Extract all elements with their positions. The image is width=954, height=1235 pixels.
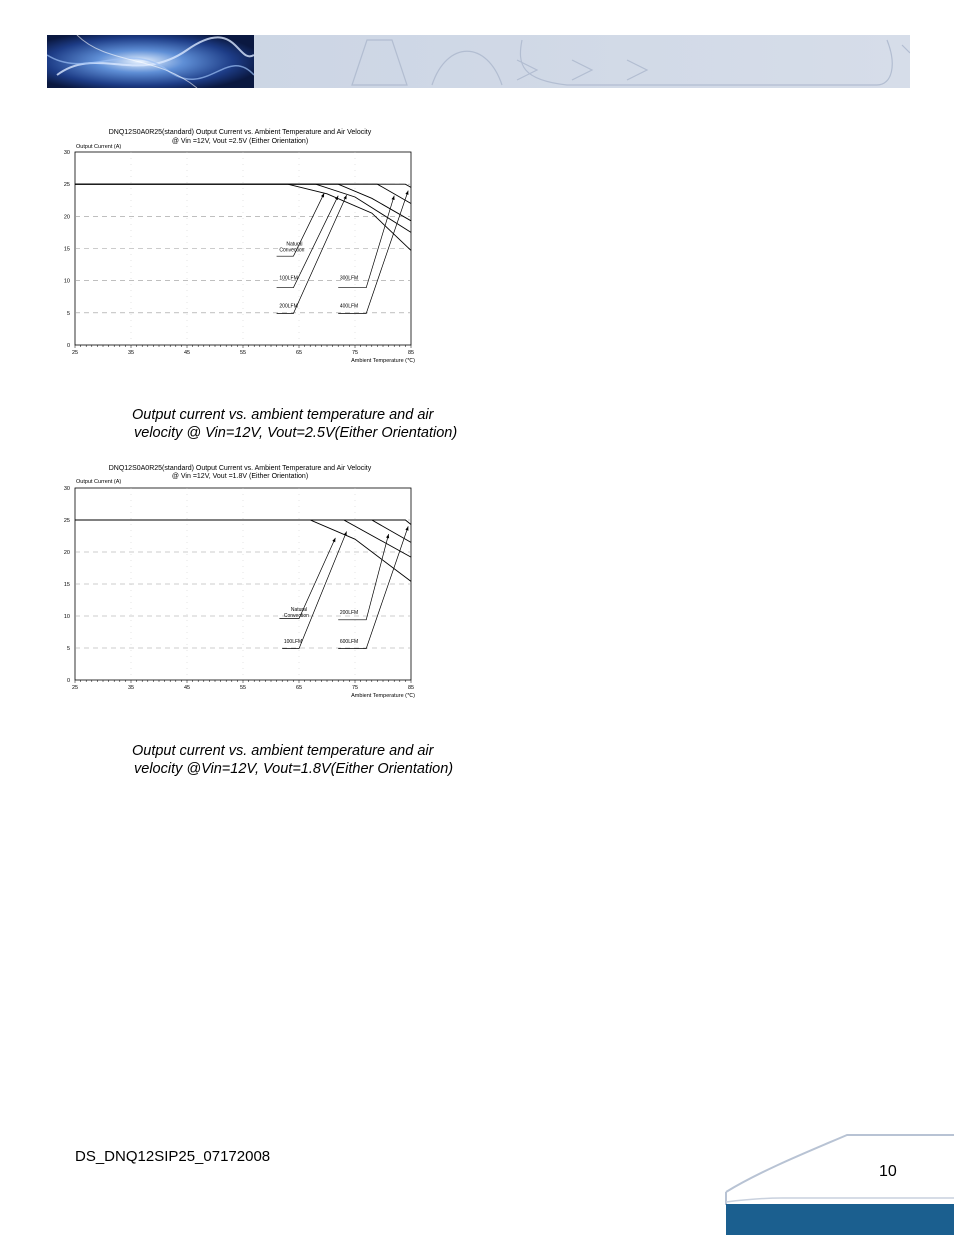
x-axis-label: Ambient Temperature (℃) [351,693,415,699]
header-banner [47,35,910,88]
series-line-2 [75,520,411,542]
chart-subtitle: @ Vin =12V, Vout =1.8V (Either Orientation) [171,473,309,480]
x-tick-label: 75 [351,350,359,356]
caption-line: velocity @ Vin=12V, Vout=2.5V(Either Orientation) [134,425,458,441]
annotation-label: 100LFM [283,638,303,645]
axis-ticks [64,150,414,356]
x-tick-label: 65 [295,685,303,691]
annotation-label: Convection [279,247,305,254]
x-tick-label: 35 [127,685,135,691]
caption-line: velocity @Vin=12V, Vout=1.8V(Either Orientation) [134,761,454,777]
y-tick-label: 5 [66,646,70,652]
x-tick-label: 85 [407,350,415,356]
chart-output-current-1v8 [55,461,425,706]
y-tick-label: 15 [63,246,70,253]
annotation-arrowhead [344,195,347,199]
annotation-label: 400LFM [339,303,359,310]
annotation-arrowhead [405,191,408,195]
caption-chart-2v5 [132,406,552,442]
y-axis-label: Output Current (A) [76,479,122,485]
chart-title: DNQ12S0A0R25(standard) Output Current vs. Ambient Temperature and Air Velocity [108,129,372,136]
annotation-arrowhead [392,196,395,200]
grid [75,152,411,345]
y-tick-label: 20 [63,214,70,221]
document-id: DS_DNQ12SIP25_07172008 [75,1148,271,1165]
series-line-2 [75,184,411,221]
annotation-leader [338,534,388,620]
annotation-arrowhead [321,193,324,197]
x-tick-label: 75 [351,685,359,691]
annotation-leader [338,196,394,288]
y-tick-label: 0 [66,343,70,349]
caption-chart-1v8 [132,742,552,778]
x-tick-label: 45 [183,685,191,691]
annotation-arrowhead [344,532,347,536]
y-tick-label: 30 [63,486,70,492]
y-tick-label: 25 [63,182,70,189]
y-tick-label: 15 [63,582,70,588]
annotation-label: Natural [286,241,303,248]
x-tick-label: 55 [239,685,247,691]
y-tick-label: 25 [63,518,70,524]
y-tick-label: 10 [63,614,70,620]
x-tick-label: 65 [295,350,303,356]
y-tick-label: 0 [66,678,70,684]
annotation-label: 600LFM [339,638,359,645]
chart-output-current-2v5 [55,125,425,370]
page-number: 10 [879,1163,897,1180]
axis-ticks [64,486,414,691]
x-axis-label: Ambient Temperature (℃) [351,358,415,364]
annotation-arrowhead [405,526,408,530]
y-tick-label: 20 [63,550,70,556]
grid [75,488,411,680]
annotation-leader [338,526,408,648]
y-axis-label: Output Current (A) [76,144,122,150]
x-tick-label: 35 [127,350,135,356]
chart-title: DNQ12S0A0R25(standard) Output Current vs. Ambient Temperature and Air Velocity [108,465,372,472]
annotation-label: Convection [283,612,309,619]
footer-blue-bar [726,1204,954,1235]
chart-svg-1v8 [55,461,425,706]
annotation-arrowhead [386,534,389,538]
caption-line: Output current vs. ambient temperature and air [132,743,434,759]
annotation-label: 200LFM [279,303,298,310]
series-line-3 [75,520,411,525]
x-tick-label: 25 [71,350,79,356]
x-tick-label: 45 [183,350,191,356]
banner-photo [47,35,254,88]
y-tick-label: 30 [63,150,70,156]
annotation-label: 100LFM [279,275,298,282]
y-tick-label: 10 [63,278,70,285]
annotation-arrowhead [332,538,335,542]
annotation-group [277,191,409,314]
annotation-leader [277,195,347,313]
chart-svg-2v5 [55,125,425,370]
annotation-leader [279,538,335,619]
annotation-label: Natural [290,606,308,613]
annotation-leader [282,532,346,649]
annotation-label: 300LFM [339,275,359,282]
x-tick-label: 55 [239,350,247,356]
caption-line: Output current vs. ambient temperature and air [132,407,434,423]
footer-decoration [722,1130,954,1235]
series-line-4 [75,184,411,187]
chart-subtitle: @ Vin =12V, Vout =2.5V (Either Orientation) [171,138,309,145]
series-line-1 [75,520,411,557]
x-tick-label: 25 [71,685,79,691]
annotation-label: 200LFM [339,610,359,617]
y-tick-label: 5 [66,310,70,317]
x-tick-label: 85 [407,685,415,691]
